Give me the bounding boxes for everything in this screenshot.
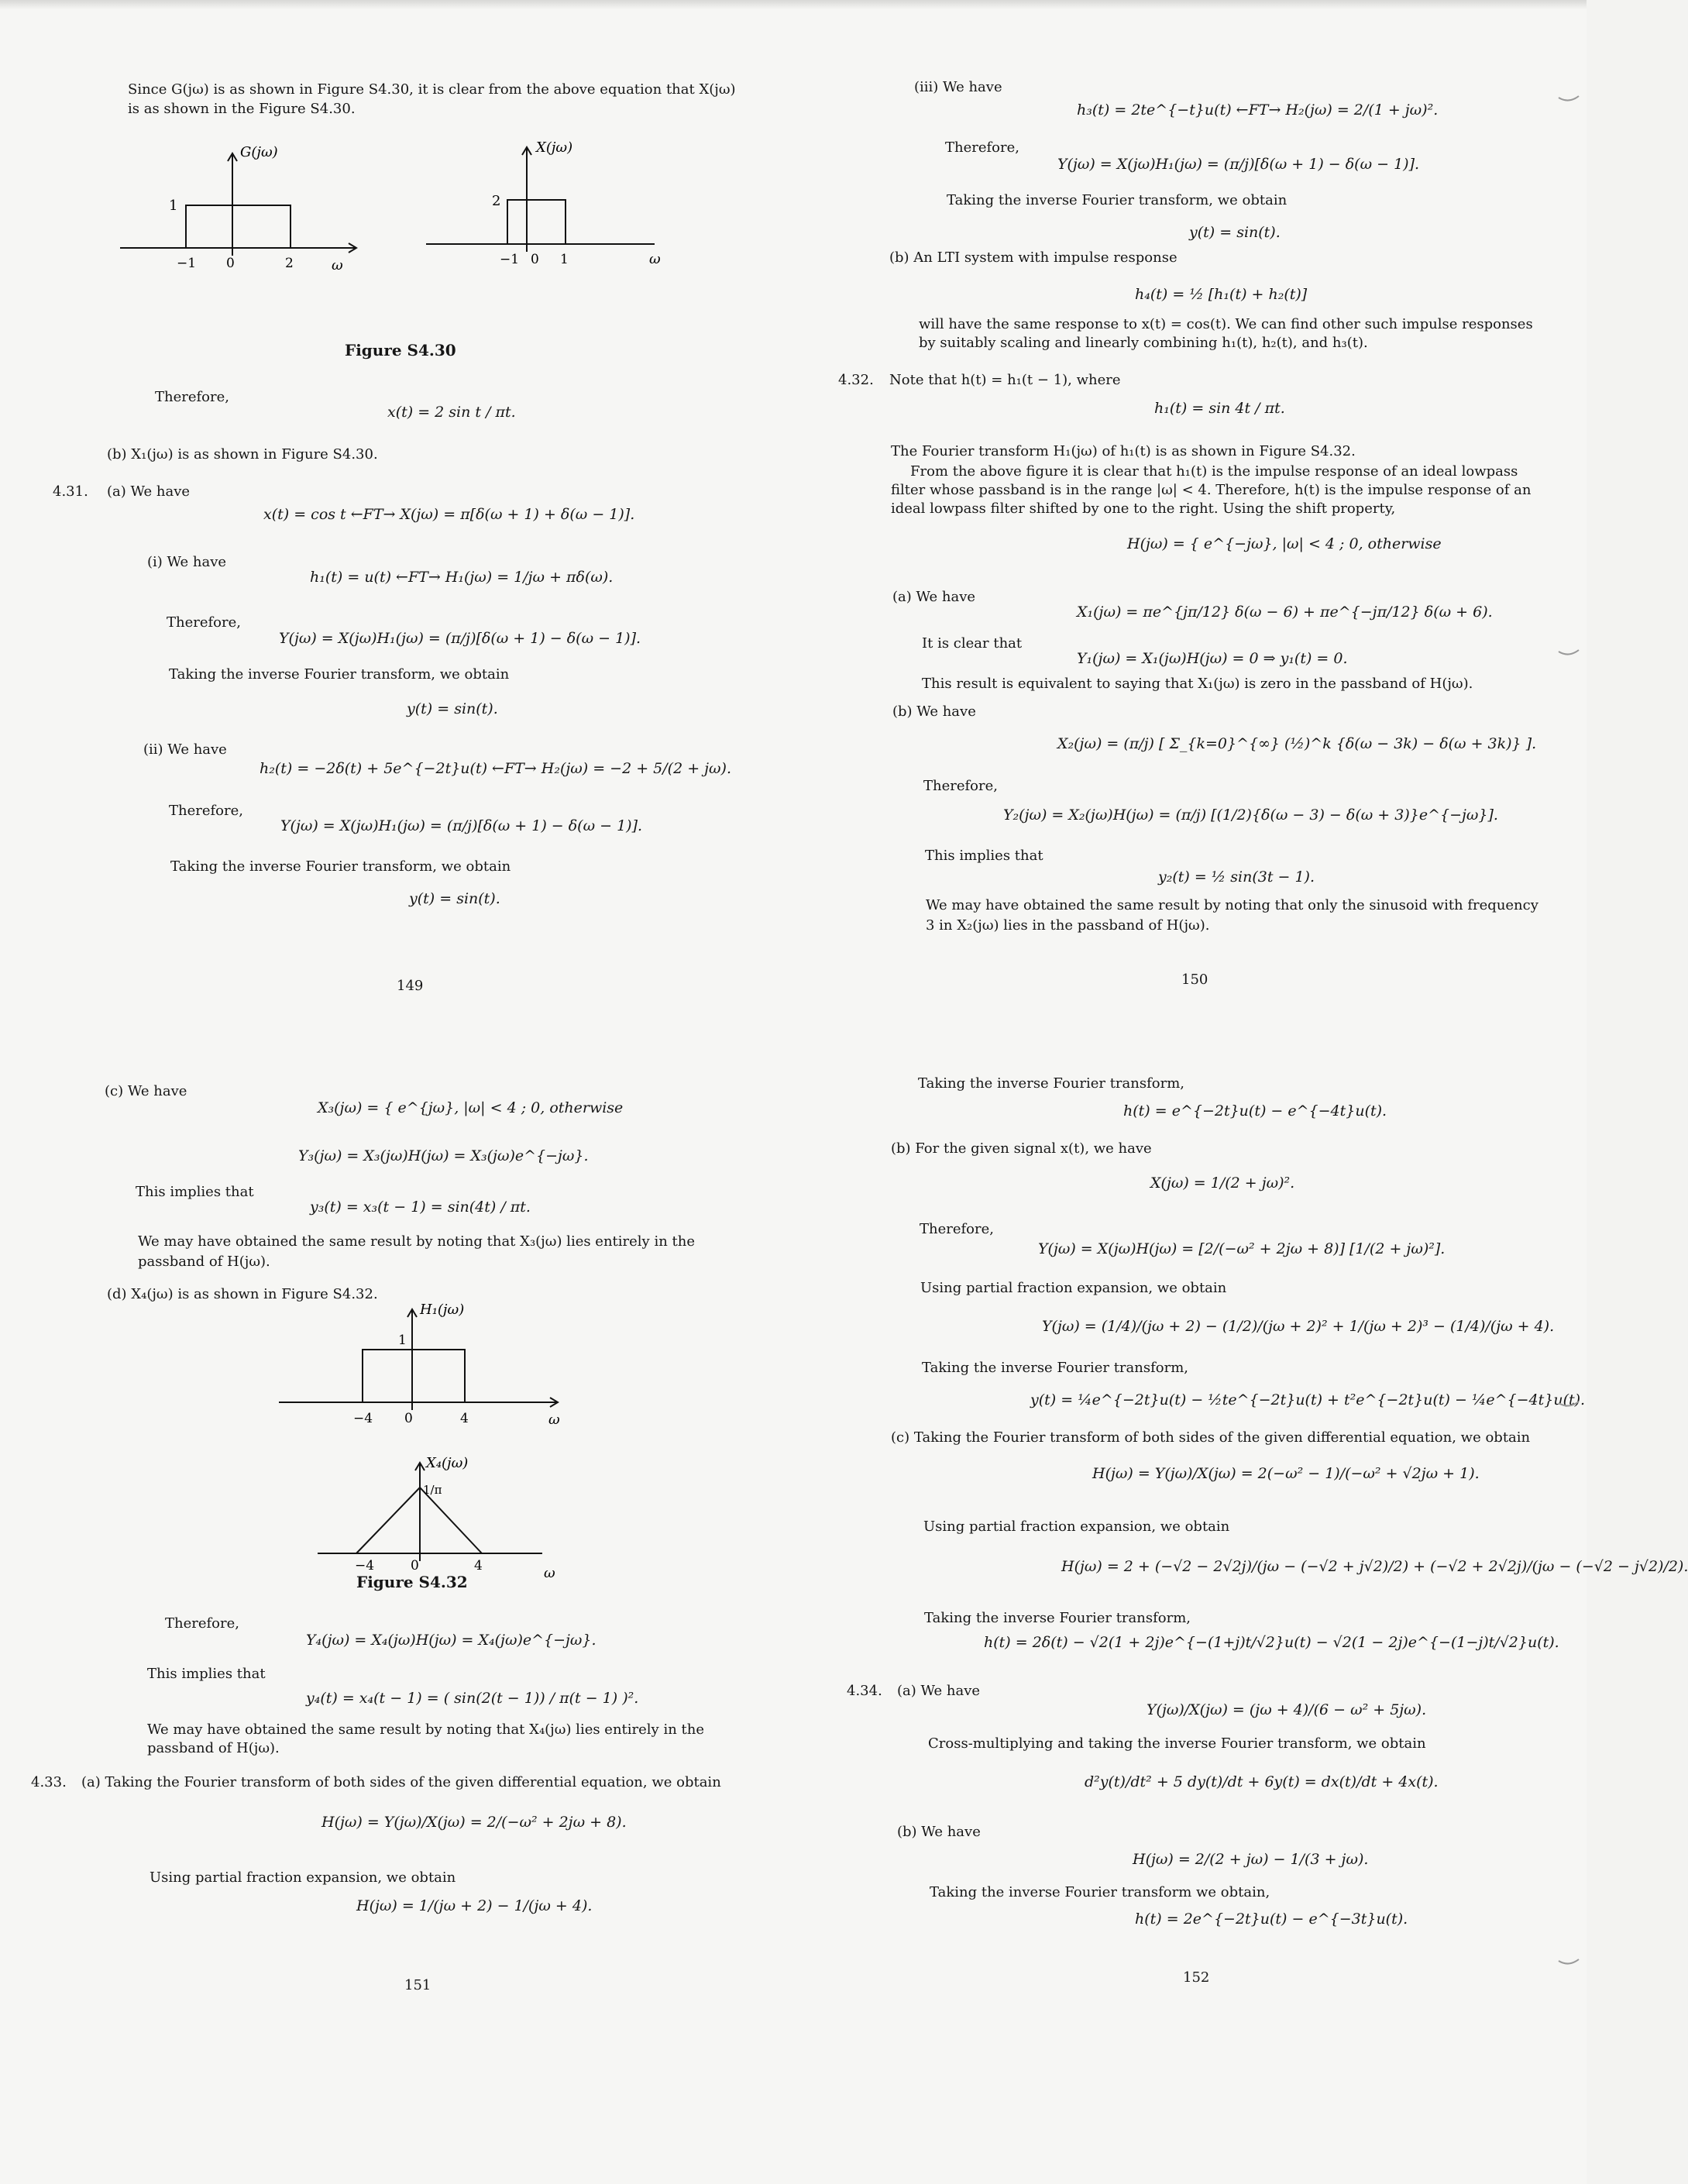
equation: Y(jω) = X(jω)H(jω) = [2/(−ω² + 2jω + 8)] [1/(2 + jω)²]. <box>1038 1240 1446 1257</box>
equation: H(jω) = 2 + (−√2 − 2√2j)/(jω − (−√2 + j√2)/2) + (−√2 + 2√2j)/(jω − (−√2 − j√2)/2). <box>1061 1558 1688 1575</box>
text-line: From the above figure it is clear that h₁(t) is the impulse response of an ideal lowpass <box>910 463 1518 480</box>
equation: Y₄(jω) = X₄(jω)H(jω) = X₄(jω)e^{−jω}. <box>306 1632 596 1649</box>
text-line: Therefore, <box>155 389 229 405</box>
text-line: It is clear that <box>922 635 1023 652</box>
equation: Y(jω)/X(jω) = (jω + 4)/(6 − ω² + 5jω). <box>1147 1701 1427 1718</box>
text-line: Therefore, <box>923 778 998 794</box>
text-line: (d) X₄(jω) is as shown in Figure S4.32. <box>107 1286 378 1302</box>
equation: H(jω) = Y(jω)/X(jω) = 2(−ω² − 1)/(−ω² + √2jω + 1). <box>1092 1465 1480 1482</box>
text-line: We may have obtained the same result by noting that only the sinusoid with frequency <box>926 897 1538 913</box>
text-line: (c) We have <box>105 1083 187 1099</box>
text-line: Taking the inverse Fourier transform, <box>922 1360 1188 1376</box>
text-line: Using partial fraction expansion, we obtain <box>150 1869 456 1886</box>
scan-artifact <box>1557 93 1580 116</box>
text-line: (a) We have <box>892 589 976 605</box>
text-line: Taking the inverse Fourier transform we obtain, <box>930 1884 1270 1900</box>
tick: ω <box>649 251 661 267</box>
tick: −1 <box>177 256 197 271</box>
equation: X₃(jω) = { e^{jω}, |ω| < 4 ; 0, otherwise <box>318 1099 624 1116</box>
tick: 0 <box>404 1411 413 1426</box>
x-height: 2 <box>492 193 501 209</box>
text-line: This implies that <box>147 1666 266 1682</box>
figure-caption: Figure S4.32 <box>356 1573 468 1591</box>
equation: h(t) = 2e^{−2t}u(t) − e^{−3t}u(t). <box>1135 1911 1408 1928</box>
equation: d²y(t)/dt² + 5 dy(t)/dt + 6y(t) = dx(t)/dt + 4x(t). <box>1085 1773 1439 1790</box>
text-line: Therefore, <box>169 803 243 819</box>
g-label: G(jω) <box>240 144 278 160</box>
x-label: X(jω) <box>536 139 573 156</box>
text-line: Therefore, <box>920 1221 994 1237</box>
equation: Y(jω) = X(jω)H₁(jω) = (π/j)[δ(ω + 1) − δ(ω − 1)]. <box>279 630 641 647</box>
page-number: 150 <box>1181 972 1208 988</box>
rect-pulse <box>363 1350 465 1402</box>
text-line: This implies that <box>136 1184 254 1200</box>
equation: h(t) = e^{−2t}u(t) − e^{−4t}u(t). <box>1123 1102 1387 1120</box>
scan-edge <box>0 0 1587 9</box>
equation: y(t) = sin(t). <box>409 890 500 907</box>
text-line: This result is equivalent to saying that X₁(jω) is zero in the passband of H(jω). <box>922 676 1473 692</box>
text-line: passband of H(jω). <box>138 1254 270 1270</box>
tick: −4 <box>355 1558 375 1574</box>
text-line: (b) X₁(jω) is as shown in Figure S4.30. <box>107 446 378 463</box>
text-line: Taking the inverse Fourier transform, we obtain <box>170 858 511 875</box>
equation: y(t) = sin(t). <box>1189 224 1281 241</box>
tick: ω <box>332 257 343 273</box>
problem-number: 4.31. <box>53 483 88 500</box>
text-line: (a) We have <box>897 1683 981 1699</box>
text-line: We may have obtained the same result by noting that X₄(jω) lies entirely in the <box>147 1721 704 1738</box>
equation: X₁(jω) = πe^{jπ/12} δ(ω − 6) + πe^{−jπ/12} δ(ω + 6). <box>1077 604 1493 621</box>
tick: 0 <box>411 1558 419 1574</box>
tick: 1 <box>560 252 569 267</box>
tick: 4 <box>460 1411 469 1426</box>
text-line: Using partial fraction expansion, we obtain <box>923 1518 1230 1535</box>
equation: h₄(t) = ½ [h₁(t) + h₂(t)] <box>1135 286 1308 303</box>
equation: H(jω) = 2/(2 + jω) − 1/(3 + jω). <box>1133 1851 1369 1868</box>
equation: Y₃(jω) = X₃(jω)H(jω) = X₃(jω)e^{−jω}. <box>298 1147 589 1164</box>
text-line: Taking the inverse Fourier transform, we obtain <box>947 192 1287 208</box>
equation: h₃(t) = 2te^{−t}u(t) ←FT→ H₂(jω) = 2/(1 + jω)². <box>1077 101 1439 119</box>
h-label: H₁(jω) <box>420 1302 465 1318</box>
x4-height: 1/π <box>423 1483 442 1497</box>
text-line: 3 in X₂(jω) lies in the passband of H(jω). <box>926 917 1210 934</box>
text-line: by suitably scaling and linearly combining h₁(t), h₂(t), and h₃(t). <box>919 335 1368 351</box>
equation: h(t) = 2δ(t) − √2(1 + 2j)e^{−(1+j)t/√2}u(t) − √2(1 − 2j)e^{−(1−j)t/√2}u(t). <box>984 1634 1559 1651</box>
text-line: (ii) We have <box>143 741 227 758</box>
problem-number: 4.34. <box>847 1683 882 1699</box>
equation: y(t) = ¼e^{−2t}u(t) − ½te^{−2t}u(t) + t²e^{−2t}u(t) − ¼e^{−4t}u(t). <box>1030 1391 1586 1408</box>
text-line: will have the same response to x(t) = cos(t). We can find other such impulse responses <box>919 316 1533 332</box>
tick: ω <box>544 1565 555 1581</box>
text-line: ideal lowpass filter shifted by one to the right. Using the shift property, <box>891 500 1396 517</box>
text-line: Cross-multiplying and taking the inverse Fourier transform, we obtain <box>928 1735 1426 1752</box>
equation: Y₁(jω) = X₁(jω)H(jω) = 0 ⇒ y₁(t) = 0. <box>1077 650 1348 667</box>
equation: H(jω) = Y(jω)/X(jω) = 2/(−ω² + 2jω + 8). <box>321 1814 627 1831</box>
text-line: Using partial fraction expansion, we obtain <box>920 1280 1227 1296</box>
equation: h₁(t) = sin 4t / πt. <box>1154 400 1285 417</box>
text-line: We may have obtained the same result by noting that X₃(jω) lies entirely in the <box>138 1233 695 1250</box>
text-line: Therefore, <box>945 139 1019 156</box>
text-line: (c) Taking the Fourier transform of both sides of the given differential equation, we obtain <box>891 1429 1531 1446</box>
h-height: 1 <box>398 1333 407 1348</box>
equation: h₂(t) = −2δ(t) + 5e^{−2t}u(t) ←FT→ H₂(jω) = −2 + 5/(2 + jω). <box>260 760 731 777</box>
scan-artifact <box>1557 647 1580 670</box>
equation: H(jω) = 1/(jω + 2) − 1/(jω + 4). <box>356 1897 593 1914</box>
text-line: (i) We have <box>147 554 227 570</box>
text-line: Therefore, <box>165 1615 239 1632</box>
equation: Y(jω) = (1/4)/(jω + 2) − (1/2)/(jω + 2)² + 1/(jω + 2)³ − (1/4)/(jω + 4). <box>1042 1318 1555 1335</box>
text-line: (b) An LTI system with impulse response <box>889 249 1177 266</box>
rect-pulse <box>186 205 291 248</box>
tick: −4 <box>353 1411 373 1426</box>
page-number: 152 <box>1183 1969 1210 1986</box>
page-number: 151 <box>404 1977 431 1993</box>
text-line: Note that h(t) = h₁(t − 1), where <box>889 372 1121 388</box>
x4-label: X₄(jω) <box>426 1455 469 1471</box>
figure-s4-30 <box>108 132 697 271</box>
equation: H(jω) = { e^{−jω}, |ω| < 4 ; 0, otherwise <box>1127 535 1442 552</box>
text-line: Taking the inverse Fourier transform, <box>918 1075 1184 1092</box>
tick: 2 <box>285 256 294 271</box>
page-number: 149 <box>397 978 424 994</box>
text-line: Taking the inverse Fourier transform, <box>924 1610 1191 1626</box>
tick: 0 <box>531 252 539 267</box>
problem-number: 4.33. <box>31 1774 67 1790</box>
equation: y₄(t) = x₄(t − 1) = ( sin(2(t − 1)) / π(t − 1) )². <box>306 1690 639 1707</box>
text-line: (b) We have <box>892 703 976 720</box>
equation: Y(jω) = X(jω)H₁(jω) = (π/j)[δ(ω + 1) − δ(ω − 1)]. <box>280 817 643 834</box>
text-line: Taking the inverse Fourier transform, we obtain <box>169 666 510 683</box>
text-line: Therefore, <box>167 614 241 631</box>
equation: x(t) = cos t ←FT→ X(jω) = π[δ(ω + 1) + δ(ω − 1)]. <box>263 506 635 523</box>
equation: y(t) = sin(t). <box>407 700 498 717</box>
problem-number: 4.32. <box>838 372 874 388</box>
equation: h₁(t) = u(t) ←FT→ H₁(jω) = 1/jω + πδ(ω). <box>310 569 614 586</box>
text-line: (a) We have <box>107 483 191 500</box>
figure-caption: Figure S4.30 <box>345 341 456 359</box>
equation: Y₂(jω) = X₂(jω)H(jω) = (π/j) [(1/2){δ(ω − 3) − δ(ω + 3)}e^{−jω}]. <box>1003 807 1498 824</box>
text-line: is as shown in the Figure S4.30. <box>128 101 356 117</box>
text-line: (iii) We have <box>914 79 1002 95</box>
equation: Y(jω) = X(jω)H₁(jω) = (π/j)[δ(ω + 1) − δ(ω − 1)]. <box>1057 156 1420 173</box>
g-height: 1 <box>169 198 178 214</box>
text-line: filter whose passband is in the range |ω| < 4. Therefore, h(t) is the impulse response of an <box>891 482 1532 498</box>
scan-artifact <box>1557 1956 1580 1979</box>
text-line: (b) We have <box>897 1824 981 1840</box>
tick: ω <box>548 1412 560 1428</box>
figure-s4-32 <box>271 1294 596 1596</box>
scan-artifact <box>1557 1398 1580 1422</box>
text-line: (a) Taking the Fourier transform of both sides of the given differential equation, we obtain <box>81 1774 721 1790</box>
equation: y₃(t) = x₃(t − 1) = sin(4t) / πt. <box>310 1199 531 1216</box>
tick: −1 <box>500 252 520 267</box>
equation: y₂(t) = ½ sin(3t − 1). <box>1158 868 1315 886</box>
text-line: passband of H(jω). <box>147 1740 280 1756</box>
equation: X(jω) = 1/(2 + jω)². <box>1150 1175 1295 1192</box>
text-line: This implies that <box>925 848 1043 864</box>
rect-pulse <box>507 200 566 244</box>
tick: 0 <box>226 256 235 271</box>
text-line: The Fourier transform H₁(jω) of h₁(t) is as shown in Figure S4.32. <box>891 443 1356 459</box>
equation: x(t) = 2 sin t / πt. <box>387 404 516 421</box>
text-line: (b) For the given signal x(t), we have <box>891 1140 1152 1157</box>
tick: 4 <box>474 1558 483 1574</box>
text-line: Since G(jω) is as shown in Figure S4.30, it is clear from the above equation that X(jω) <box>128 81 736 98</box>
equation: X₂(jω) = (π/j) [ Σ_{k=0}^{∞} (½)^k {δ(ω − 3k) − δ(ω + 3k)} ]. <box>1057 735 1537 752</box>
